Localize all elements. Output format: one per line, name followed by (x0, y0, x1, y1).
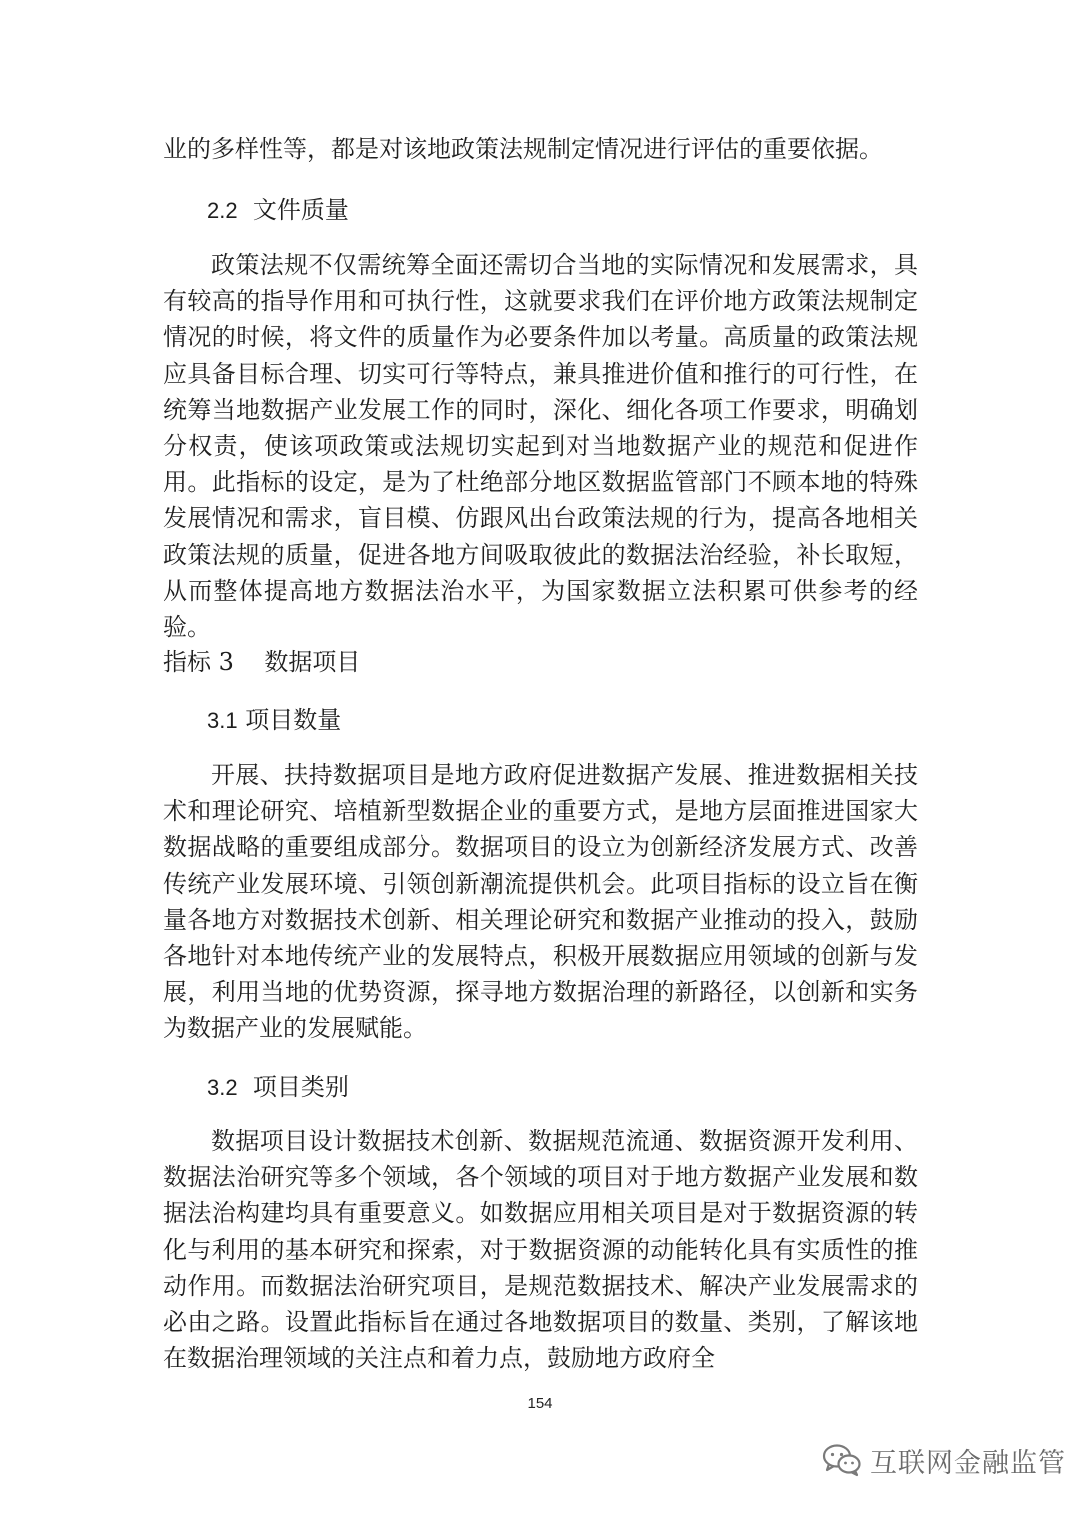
heading-3-1 (207, 702, 341, 739)
watermark (822, 1436, 1066, 1484)
wechat-icon (822, 1443, 862, 1477)
page-number: 154 (527, 1395, 553, 1412)
indicator-3-heading (163, 644, 360, 680)
heading-2-2 (207, 192, 349, 229)
heading-number: 2.2 (207, 198, 238, 223)
heading-text: 项目数量 (245, 706, 342, 734)
paragraph-project-count: 开展、扶持数据项目是地方政府促进数据产发展、推进数据相关技术和理论研究、培植新型数据企业的重要方式，是地方层面推进国家大数据战略的重要组成部分。数据项目的设立为创新经济发展方式、改善传统产业发展环境、引领创新潮流提供机会。此项目指标的设立旨在衡量各地方对数据技术创新、相关理论研究和数据产业推动的投入，鼓励各地针对本地传统产业的发展特点，积极开展数据应用领域的创新与发展，利用当地的优势资源，探寻地方数据治理的新路径，以创新和实务为数据产业的发展赋能。 (163, 761, 918, 1043)
heading-text: 项目类别 (252, 1073, 349, 1101)
indicator-text: 数据项目 (264, 648, 361, 676)
heading-number: 3.1 (207, 708, 238, 733)
paragraph-continued: 业的多样性等，都是对该地政策法规制定情况进行评估的重要依据。 (163, 135, 883, 163)
paragraph-file-quality: 政策法规不仅需统筹全面还需切合当地的实际情况和发展需求，具有较高的指导作用和可执行性，这就要求我们在评价地方政策法规制定情况的时候，将文件的质量作为必要条件加以考量。高质量的政策法规应具备目标合理、切实可行等特点，兼具推进价值和推行的可行性，在统筹当地数据产业发展工作的同时，深化、细化各项工作要求，明确划分权责，使该项政策或法规切实起到对当地数据产业的规范和促进作用。此指标的设定，是为了杜绝部分地区数据监管部门不顾本地的特殊发展情况和需求，盲目模、仿跟风出台政策法规的行为，提高各地相关政策法规的质量，促进各地方间吸取彼此的数据法治经验，补长取短，从而整体提高地方数据法治水平，为国家数据立法积累可供参考的经验。 (163, 251, 918, 642)
paragraph-project-category: 数据项目设计数据技术创新、数据规范流通、数据资源开发利用、数据法治研究等多个领域，各个领域的项目对于地方数据产业发展和数据法治构建均具有重要意义。如数据应用相关项目是对于数据资源的转化与利用的基本研究和探索，对于数据资源的动能转化具有实质性的推动作用。而数据法治研究项目，是规范数据技术、解决产业发展需求的必由之路。设置此指标旨在通过各地数据项目的数量、类别，了解该地在数据治理领域的关注点和着力点，鼓励地方政府全 (163, 1127, 918, 1373)
heading-number: 3.2 (207, 1075, 238, 1100)
heading-text: 文件质量 (252, 196, 349, 224)
heading-3-2 (207, 1069, 349, 1106)
watermark-text: 互联网金融监管 (870, 1447, 1066, 1479)
indicator-label: 指标 3 (163, 648, 234, 676)
